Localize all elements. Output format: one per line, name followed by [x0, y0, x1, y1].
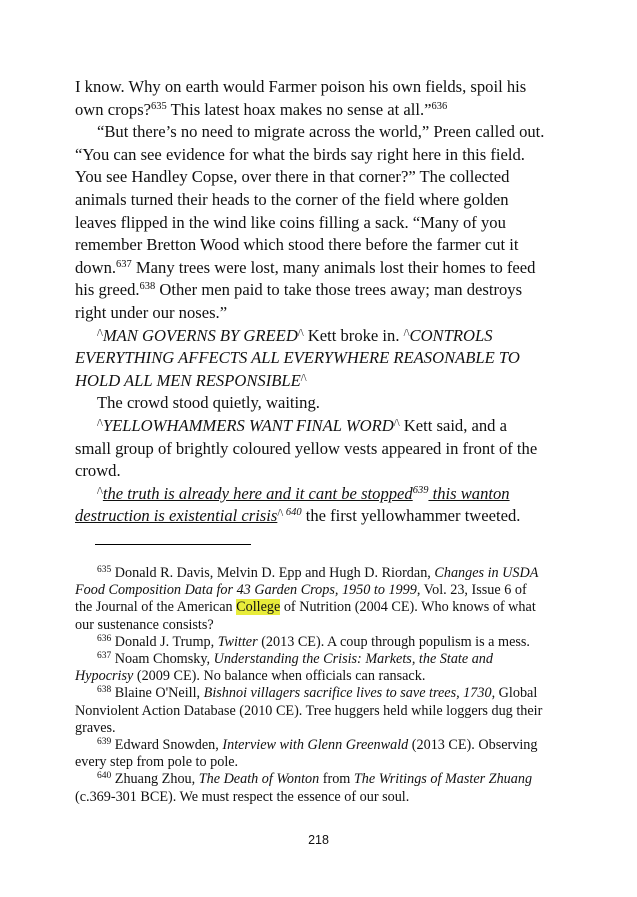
text-run: Zhuang Zhou, — [111, 771, 199, 788]
text-run: Many trees were lost, many animals lost their homes to feed his greed. — [75, 257, 536, 300]
page-number: 218 — [308, 833, 329, 847]
footnote-637 — [75, 651, 545, 685]
text-run: Donald R. Davis, Melvin D. Epp and Hugh D. Riordan, — [111, 565, 435, 581]
citation-title: Changes in USDA Food Composition Data for 43 Garden Crops, 1950 to 1999 — [75, 565, 539, 599]
caret-mark: /\ — [97, 417, 103, 429]
text-run: the first yellowhammer tweeted. — [301, 506, 521, 526]
footnote-number: 639 — [97, 737, 112, 748]
text-run: (2013 CE). Observing every step from pole to pole. — [75, 737, 538, 771]
footnote-number: 635 — [97, 565, 112, 575]
kett-speech: CONTROLS EVERYTHING AFFECTS ALL EVERYWHERE REASONABLE TO HOLD ALL MEN RESPONSIBLE — [75, 325, 520, 390]
text-run: (2013 CE). A coup through populism is a mess. — [257, 633, 530, 650]
caret-mark: /\ — [393, 417, 400, 429]
kett-speech: YELLOWHAMMERS WANT FINAL WORD — [102, 415, 394, 435]
footnote-ref-636[interactable]: 636 — [431, 100, 448, 112]
caret-mark: /\ — [300, 372, 307, 384]
text-run: Kett broke in. — [303, 325, 404, 345]
footnote-635 — [75, 565, 545, 634]
yellowhammer-speech: the truth is already here and it cant be stopped — [102, 483, 413, 503]
text-run: Donald J. Trump, — [111, 633, 218, 650]
paragraph-2 — [75, 121, 545, 324]
text-run: Blaine O'Neill, — [111, 685, 204, 702]
citation-title: The Writings of Master Zhuang — [353, 771, 533, 788]
footnote-number: 640 — [97, 771, 112, 782]
text-run: I know. Why on earth would Farmer poison his own fields, spoil his own crops? — [75, 77, 527, 119]
text-run: (c.369-301 BCE). We must respect the essence of our soul. — [75, 788, 410, 805]
caret-mark: /\ — [97, 327, 103, 339]
text-run: from — [319, 771, 354, 788]
footnote-640 — [75, 771, 545, 805]
caret-mark: /\ — [97, 485, 103, 497]
highlighted-word: College — [236, 599, 281, 616]
citation-title: Interview with Glenn Greenwald — [222, 737, 409, 754]
paragraph-1 — [75, 76, 545, 121]
paragraph-6 — [75, 483, 545, 528]
paragraph-4 — [75, 392, 545, 415]
caret-mark: /\ — [277, 508, 284, 520]
text-run: “But there’s no need to migrate across the world,” Preen called out. “You can see evidence for what the birds say right here in this field. You see Handley Copse, over there in that corner?” The collected animals turned their heads to the corner of the field where golden leaves flipped in the wind like coins filling a sack. “Many of you remember Bretton Wood which stood there before the farmer cut it down. — [75, 122, 545, 277]
footnote-636 — [75, 634, 545, 651]
footnotes — [75, 565, 545, 806]
citation-title: Bishnoi villagers sacrifice lives to save trees, 1730 — [203, 685, 492, 702]
text-run: Noam Chomsky, — [111, 651, 214, 668]
footnote-ref-639[interactable]: 639 — [412, 484, 429, 496]
footnote-ref-635[interactable]: 635 — [151, 100, 167, 112]
paragraph-5 — [75, 415, 545, 483]
footnote-separator — [95, 544, 251, 545]
text-run: This latest hoax makes no sense at all.” — [166, 99, 432, 119]
citation-title: Understanding the Crisis: Markets, the State and Hypocrisy — [75, 651, 493, 685]
citation-title: The Death of Wonton — [198, 771, 320, 788]
text-run: Edward Snowden, — [111, 737, 223, 754]
footnote-number: 636 — [97, 633, 112, 644]
footnote-number: 637 — [97, 651, 112, 662]
citation-title: Twitter — [217, 633, 258, 650]
footnote-638 — [75, 685, 545, 737]
footnote-639 — [75, 737, 545, 771]
body-text — [75, 76, 545, 528]
text-run: The crowd stood quietly, waiting. — [97, 393, 320, 413]
text-run: of Nutrition (2004 CE). Who knows of what our sustenance consists? — [75, 599, 536, 633]
text-run: Other men paid to take those trees away; man destroys right under our noses.” — [75, 280, 523, 322]
text-run: Kett said, and a small group of brightly coloured yellow vests appeared in front of the crowd. — [75, 415, 538, 481]
kett-speech: MAN GOVERNS BY GREED — [102, 325, 298, 345]
footnote-ref-640[interactable]: 640 — [283, 507, 302, 519]
text-run: (2009 CE). No balance when officials can ransack. — [133, 668, 426, 685]
footnote-number: 638 — [97, 685, 112, 696]
text-run: , Global Nonviolent Action Database (2010 CE). Tree huggers held while loggers dug their graves. — [75, 685, 543, 736]
caret-mark: /\ — [403, 327, 410, 339]
caret-mark: /\ — [297, 327, 304, 339]
text-run: , Vol. 23, Issue 6 of the Journal of the American — [75, 582, 527, 616]
footnote-ref-637[interactable]: 637 — [116, 258, 132, 270]
paragraph-3 — [75, 325, 545, 393]
yellowhammer-speech: this wanton destruction is existential crisis — [75, 483, 510, 526]
footnote-ref-638[interactable]: 638 — [139, 281, 156, 293]
